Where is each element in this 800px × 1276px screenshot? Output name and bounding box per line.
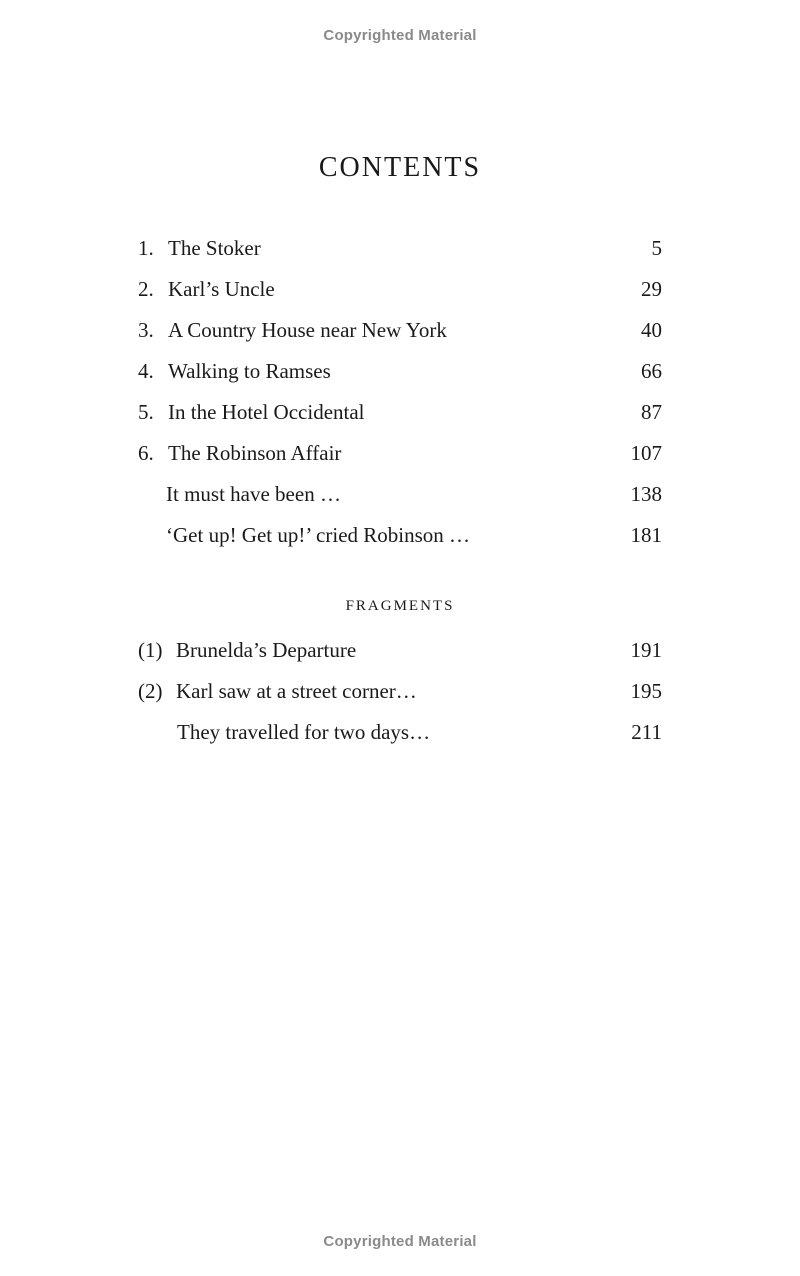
page-number: 211	[631, 720, 662, 744]
page-number: 66	[641, 359, 662, 383]
copyright-watermark-bottom: Copyrighted Material	[323, 1233, 477, 1250]
toc-row[interactable]	[138, 433, 662, 474]
toc-row[interactable]	[138, 269, 662, 310]
chapter-title: Karl’s Uncle	[168, 277, 275, 301]
chapter-title: In the Hotel Occidental	[168, 400, 365, 424]
page-number: 40	[641, 318, 662, 342]
toc-row[interactable]	[138, 712, 662, 753]
subsection-title: ‘Get up! Get up!’ cried Robinson …	[166, 523, 471, 547]
page-number: 181	[630, 523, 662, 547]
chapter-number: 1.	[138, 236, 154, 260]
toc-row[interactable]	[138, 228, 662, 269]
fragment-number: (2)	[138, 679, 163, 703]
page-number: 195	[630, 679, 662, 703]
page-title: CONTENTS	[318, 152, 482, 183]
chapter-number: 2.	[138, 277, 154, 301]
page-number: 29	[641, 277, 662, 301]
toc-row[interactable]	[138, 474, 662, 515]
page-number: 5	[651, 236, 662, 260]
toc-row[interactable]	[138, 515, 662, 556]
chapter-number: 4.	[138, 359, 154, 383]
chapter-title: Walking to Ramses	[168, 359, 331, 383]
page-number: 138	[630, 482, 662, 506]
fragment-number: (1)	[138, 638, 163, 662]
toc-row[interactable]	[138, 630, 662, 671]
page-number: 87	[641, 400, 662, 424]
fragment-title: They travelled for two days…	[177, 720, 431, 744]
toc-row[interactable]	[138, 351, 662, 392]
copyright-watermark-top: Copyrighted Material	[323, 27, 477, 44]
toc-row[interactable]	[138, 671, 662, 712]
toc-row[interactable]	[138, 310, 662, 351]
subsection-title: It must have been …	[166, 482, 341, 506]
page-number: 107	[630, 441, 662, 465]
chapter-title: A Country House near New York	[168, 318, 447, 342]
fragment-title: Brunelda’s Departure	[176, 638, 357, 662]
fragment-list	[138, 630, 662, 753]
chapter-title: The Robinson Affair	[168, 441, 342, 465]
chapter-number: 3.	[138, 318, 154, 342]
chapter-title: The Stoker	[168, 236, 261, 260]
fragment-title: Karl saw at a street corner…	[176, 679, 417, 703]
fragments-heading: FRAGMENTS	[345, 598, 455, 614]
chapter-number: 6.	[138, 441, 154, 465]
chapter-number: 5.	[138, 400, 154, 424]
chapter-list	[138, 228, 662, 556]
page-number: 191	[630, 638, 662, 662]
toc-row[interactable]	[138, 392, 662, 433]
